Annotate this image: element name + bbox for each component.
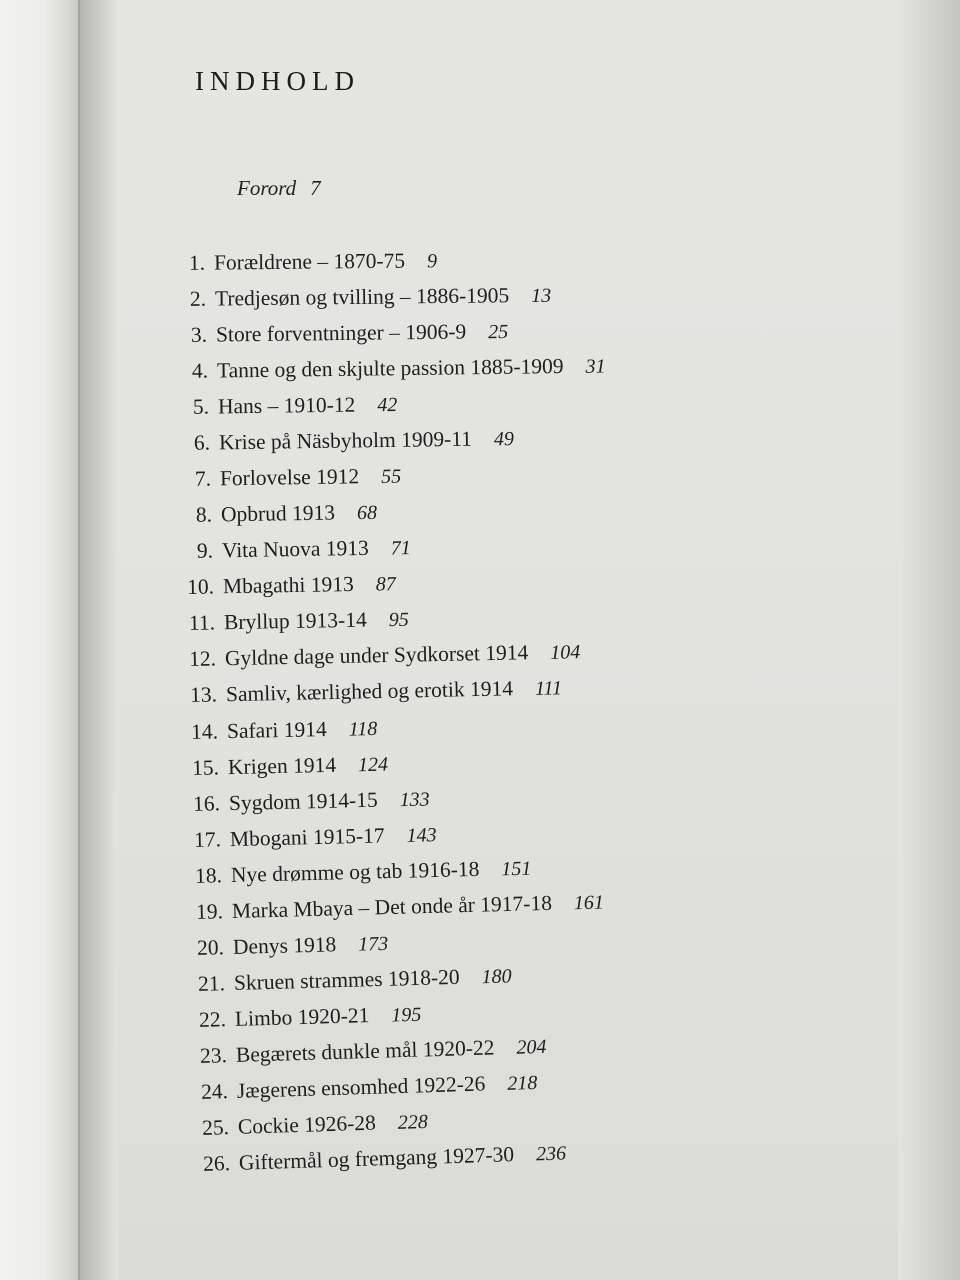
toc-entry-page-number: 95 <box>388 609 409 632</box>
toc-entry <box>180 426 514 456</box>
toc-entry-page-number: 180 <box>481 965 512 988</box>
toc-entry-title: Sygdom 1914-15 <box>228 787 378 815</box>
toc-entry-page-number: 236 <box>535 1142 567 1166</box>
foreword-page-number: 7 <box>310 176 321 200</box>
toc-entry-number: 14. <box>190 718 219 744</box>
toc-entry-page-number: 9 <box>426 250 438 273</box>
toc-entry-page-number: 87 <box>375 573 396 596</box>
toc-entry <box>183 535 411 564</box>
toc-entry <box>175 248 437 276</box>
toc-entry-title: Store forventninger – 1906-9 <box>215 319 467 347</box>
toc-entry <box>188 715 378 744</box>
toc-entry-title: Krise på Näsbyholm 1909-11 <box>218 426 473 455</box>
toc-entry-number: 9. <box>196 538 214 564</box>
toc-entry-number: 21. <box>197 970 226 996</box>
toc-entry-number: 19. <box>195 898 224 924</box>
toc-entry-title: Forældrene – 1870-75 <box>213 248 406 275</box>
toc-entry-number: 12. <box>188 646 217 672</box>
toc-entry-number: 18. <box>194 862 223 888</box>
toc-entry-title: Hans – 1910-12 <box>217 392 356 419</box>
page-title: INDHOLD <box>195 66 360 96</box>
toc-entry-number: 2. <box>189 286 207 311</box>
toc-entry-number: 7. <box>194 466 212 492</box>
toc-entry-title: Tredjesøn og tvilling – 1886-1905 <box>214 283 510 311</box>
toc-entry <box>179 392 398 420</box>
toc-entry <box>191 822 437 853</box>
toc-entry-number: 15. <box>191 754 220 780</box>
toc-entry-title: Jægerens ensomhed 1922-26 <box>236 1071 486 1103</box>
toc-entry-title: Cockie 1926-28 <box>237 1110 377 1139</box>
toc-entry-page-number: 204 <box>516 1035 547 1059</box>
toc-entry <box>184 572 396 601</box>
toc-entry-page-number: 104 <box>550 641 581 665</box>
toc-entry-title: Vita Nuova 1913 <box>221 536 369 563</box>
toc-entry-page-number: 218 <box>506 1071 538 1095</box>
toc-entry-title: Bryllup 1913-14 <box>223 607 367 635</box>
toc-entry <box>182 500 377 528</box>
toc-entry <box>190 786 430 817</box>
toc-entry-page-number: 161 <box>573 891 605 915</box>
toc-entry-page-number: 151 <box>501 857 532 881</box>
toc-entry-title: Mbogani 1915-17 <box>229 822 385 851</box>
toc-entry-page-number: 71 <box>390 537 411 560</box>
toc-entry-number: 23. <box>199 1043 228 1068</box>
page-right-edge <box>900 0 960 1280</box>
toc-entry-number: 10. <box>186 574 215 600</box>
toc-entry-number: 16. <box>192 790 221 816</box>
toc-entry-title: Mbagathi 1913 <box>222 572 354 599</box>
toc-entry-page-number: 133 <box>399 788 430 811</box>
toc-entry-title: Begærets dunkle mål 1920-22 <box>235 1035 495 1067</box>
toc-entry-title: Giftermål og fremgang 1927-30 <box>238 1142 515 1175</box>
toc-entry-page-number: 55 <box>380 465 402 489</box>
previous-page-edge <box>0 0 80 1280</box>
toc-entry-title: Opbrud 1913 <box>220 500 336 527</box>
toc-entry-title: Marka Mbaya – Det onde år 1917-18 <box>231 890 553 923</box>
toc-entry-page-number: 49 <box>493 428 515 451</box>
toc-entry-number: 6. <box>193 430 211 455</box>
foreword-entry <box>237 176 321 201</box>
toc-entry-page-number: 31 <box>585 355 606 378</box>
toc-entry-number: 8. <box>195 502 213 528</box>
toc-entry-page-number: 13 <box>531 284 552 308</box>
toc-entry-number: 1. <box>188 250 206 275</box>
toc-entry-page-number: 143 <box>406 823 437 847</box>
toc-entry-page-number: 118 <box>348 717 378 741</box>
foreword-label: Forord <box>237 176 297 200</box>
toc-entry-title: Forlovelse 1912 <box>219 464 360 491</box>
toc-entry-title: Samliv, kærlighed og erotik 1914 <box>225 676 514 707</box>
toc-entry-page-number: 228 <box>397 1110 429 1134</box>
toc-entry-number: 13. <box>189 682 218 708</box>
toc-entry <box>185 607 409 636</box>
toc-entry <box>189 751 389 780</box>
toc-entry-number: 22. <box>198 1006 227 1032</box>
toc-entry-page-number: 42 <box>377 394 398 417</box>
toc-entry-number: 25. <box>201 1115 230 1140</box>
toc-entry-number: 11. <box>188 610 216 636</box>
toc-entry-number: 17. <box>193 826 222 852</box>
toc-entry-page-number: 124 <box>357 753 389 776</box>
toc-entry-title: Gyldne dage under Sydkorset 1914 <box>224 640 529 671</box>
toc-entry-title: Skruen strammes 1918-20 <box>233 964 460 995</box>
toc-entry-page-number: 195 <box>391 1003 422 1027</box>
toc-entry-number: 20. <box>196 934 225 960</box>
toc-entry-page-number: 25 <box>488 321 509 344</box>
toc-entry-number: 5. <box>192 394 210 419</box>
toc-entry <box>181 464 402 492</box>
spine-shadow <box>78 0 118 1280</box>
toc-entry-page-number: 68 <box>356 502 378 525</box>
toc-entry-page-number: 111 <box>534 677 563 701</box>
toc-entry-title: Tanne og den skjulte passion 1885-1909 <box>216 354 564 383</box>
toc-entry-title: Nye drømme og tab 1916-18 <box>230 856 480 887</box>
toc-entry-page-number: 173 <box>357 932 389 956</box>
toc-entry-number: 24. <box>200 1079 229 1104</box>
toc-entry-number: 4. <box>191 358 209 383</box>
toc-entry-number: 3. <box>190 322 208 347</box>
toc-entry <box>194 931 389 961</box>
toc-entry-number: 26. <box>202 1151 231 1176</box>
toc-entry-title: Limbo 1920-21 <box>234 1002 370 1031</box>
toc-entry-title: Denys 1918 <box>232 932 337 959</box>
toc-entry <box>177 319 508 348</box>
toc-entry-title: Safari 1914 <box>226 716 327 743</box>
toc-entry <box>176 283 552 312</box>
toc-entry-title: Krigen 1914 <box>227 752 337 779</box>
